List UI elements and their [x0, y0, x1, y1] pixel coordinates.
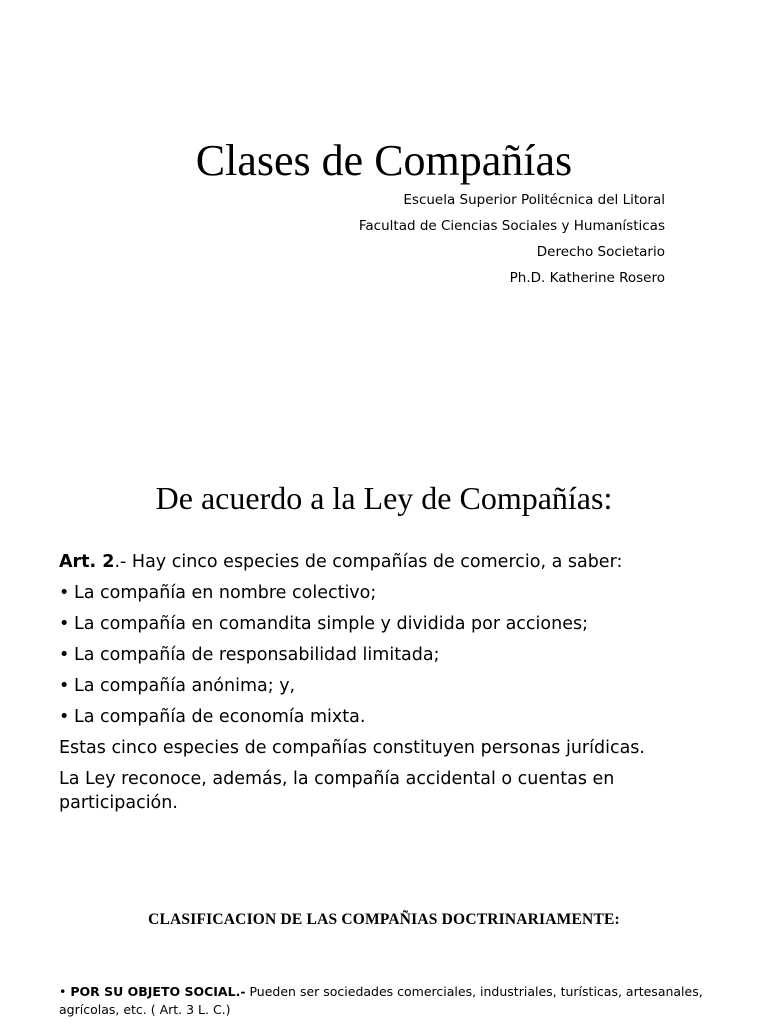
- bullet-icon: •: [59, 707, 70, 727]
- list-item-text: La compañía en nombre colectivo;: [74, 583, 377, 603]
- section-body: [59, 550, 699, 821]
- classification-item: [59, 983, 709, 1019]
- subtitle-block: [359, 187, 665, 291]
- list-item-text: La compañía en comandita simple y dividida por acciones;: [74, 614, 588, 634]
- paragraph: La Ley reconoce, además, la compañía accidental o cuentas en participación.: [59, 769, 615, 813]
- subtitle-author: Ph.D. Katherine Rosero: [509, 270, 665, 286]
- bullet-icon: •: [59, 645, 70, 665]
- list-item: [59, 705, 699, 730]
- bullet-icon: •: [59, 676, 70, 696]
- list-item: [59, 674, 699, 699]
- list-item-text: La compañía de responsabilidad limitada;: [74, 645, 440, 665]
- slide-title: Clases de Compañías: [195, 136, 573, 185]
- list-item: [59, 612, 699, 637]
- article-label: Art. 2: [59, 552, 115, 572]
- list-item: [59, 581, 699, 606]
- list-item-text: La compañía de economía mixta.: [74, 707, 366, 727]
- list-item: [59, 643, 699, 668]
- classification-label: POR SU OBJETO SOCIAL.-: [70, 984, 246, 999]
- bullet-icon: •: [59, 984, 67, 999]
- list-item-text: La compañía anónima; y,: [74, 676, 296, 696]
- classification-text: Pueden ser sociedades comerciales, industriales, turísticas, artesanales, agrícolas, etc. ( Art. 3 L. C.): [59, 984, 703, 1017]
- bullet-icon: •: [59, 583, 70, 603]
- subtitle-faculty: Facultad de Ciencias Sociales y Humanísticas: [358, 218, 665, 234]
- subtitle-institution: Escuela Superior Politécnica del Litoral: [403, 192, 665, 208]
- article-text: .- Hay cinco especies de compañías de comercio, a saber:: [114, 552, 623, 572]
- paragraph: Estas cinco especies de compañías constituyen personas jurídicas.: [59, 738, 645, 758]
- subtitle-course: Derecho Societario: [536, 244, 665, 260]
- bullet-icon: •: [59, 614, 70, 634]
- section-heading: De acuerdo a la Ley de Compañías:: [155, 480, 613, 516]
- classification-heading: CLASIFICACION DE LAS COMPAÑIAS DOCTRINARIAMENTE:: [148, 911, 620, 928]
- article-line: [59, 550, 699, 575]
